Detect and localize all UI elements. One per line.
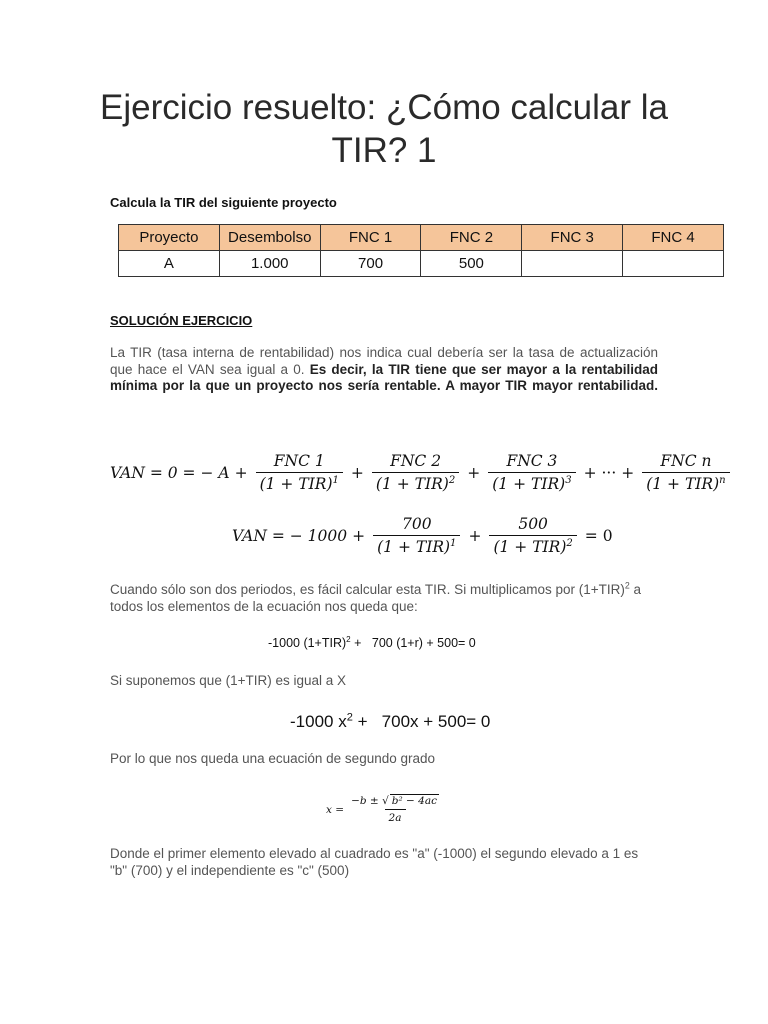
- table-cell: 500: [421, 251, 522, 277]
- periods-paragraph: Cuando sólo son dos periodos, es fácil calcular esta TIR. Si multiplicamos por $(1+TIR)^2$ a todos los elementos de la ecuación nos queda que:: [110, 580, 642, 614]
- quadratic-formula: [326, 795, 446, 824]
- formula-term: $\frac{500}{(1 + TIR)^2}$: [489, 515, 576, 556]
- expanded-equation: -1000 $(1+TIR)^2 + 700$ (1+r) + 500= 0: [268, 634, 476, 650]
- intro-text: La TIR (tasa interna de rentabilidad) nos indica cual debería ser la tasa de actualización que hace el VAN sea igual a 0.: [110, 345, 658, 377]
- formula-lhs: VAN = 0 = − A: [110, 463, 230, 482]
- formula-term: $\frac{700}{(1 + TIR)^1}$: [373, 515, 460, 556]
- formula-fraction: $\frac{\text{−b ± √ b² − 4ac}}{2a}$: [351, 795, 437, 824]
- table-row: [119, 251, 724, 277]
- column-header: FNC 1: [320, 225, 421, 251]
- formula-ellipsis: + ··· +: [583, 463, 635, 482]
- substitution-paragraph: Si suponemos que (1+TIR) es igual a X: [110, 673, 346, 688]
- van-specific-formula: VAN = − 1000 + $\frac{700}{(1 + TIR)^1}$ + $\frac{500}{(1 + TIR)^2}$ = 0: [232, 515, 613, 556]
- solution-heading: SOLUCIÓN EJERCICIO: [110, 313, 253, 328]
- formula-term: $\frac{\text{FNC n}}{(1 + TIR)^n}$: [642, 452, 729, 493]
- formula-lhs: x =: [326, 803, 345, 816]
- column-header: FNC 4: [623, 225, 724, 251]
- formula-term: $\frac{\text{FNC 1}}{(1 + TIR)^1}$: [256, 452, 343, 493]
- table-cell: [623, 251, 724, 277]
- van-general-formula: VAN = 0 = − A + $\frac{\text{FNC 1}}{(1 + TIR)^1}$ + $\frac{\text{FNC 2}}{(1 + TIR)^2}$ + $\frac{\text{FNC 3}}{(1 + TIR)^3}$ + ··· + $\frac{\text{FNC n}}{(1 + TIR)^n}$: [110, 452, 733, 493]
- formula-lhs: VAN = − 1000: [232, 526, 348, 545]
- table-cell: 700: [320, 251, 421, 277]
- quadratic-equation: -1000 $x^2 + 700x + 500= 0$: [290, 711, 491, 731]
- formula-term: $\frac{\text{FNC 3}}{(1 + TIR)^3}$: [488, 452, 575, 493]
- table-cell: [522, 251, 623, 277]
- formula-term: $\frac{\text{FNC 2}}{(1 + TIR)^2}$: [372, 452, 459, 493]
- formula-rhs: = 0: [584, 526, 613, 545]
- column-header: FNC 3: [522, 225, 623, 251]
- table-header-row: [119, 225, 724, 251]
- column-header: Proyecto: [119, 225, 220, 251]
- column-header: Desembolso: [219, 225, 320, 251]
- table-cell: A: [119, 251, 220, 277]
- project-table: [118, 224, 724, 277]
- second-degree-paragraph: Por lo que nos queda una ecuación de segundo grado: [110, 751, 436, 766]
- intro-bold-text: Es decir, la TIR tiene que ser mayor a la rentabilidad mínima por la que un proyecto nos sería rentable. A mayor TIR mayor rentabilidad.: [110, 361, 658, 393]
- exercise-prompt: Calcula la TIR del siguiente proyecto: [110, 195, 337, 210]
- column-header: FNC 2: [421, 225, 522, 251]
- table-cell: 1.000: [219, 251, 320, 277]
- intro-paragraph: [110, 345, 658, 395]
- page-title: Ejercicio resuelto: ¿Cómo calcular la TIR? 1: [100, 88, 668, 170]
- coefficients-paragraph: Donde el primer elemento elevado al cuadrado es "a" (-1000) el segundo elevado a 1 es "b" (700) y el independiente es "c" (500): [110, 846, 639, 878]
